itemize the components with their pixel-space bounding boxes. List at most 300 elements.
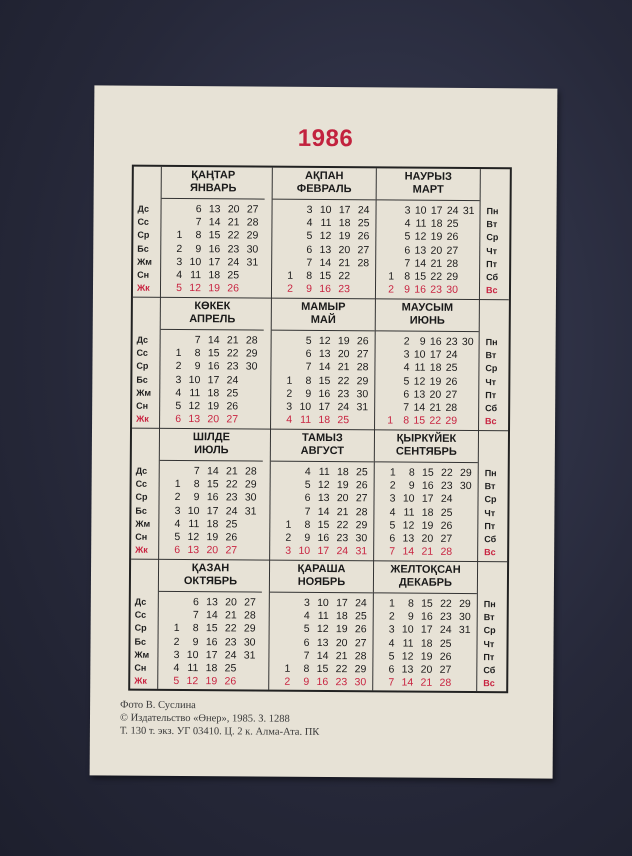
day-number: 13 xyxy=(206,596,218,609)
day-number: 11 xyxy=(403,506,415,519)
day-number: 25 xyxy=(439,637,452,650)
day-number: 23 xyxy=(336,532,349,545)
month-name-russian: АВГУСТ xyxy=(300,444,345,458)
day-number: 12 xyxy=(318,334,331,348)
day-number: 27 xyxy=(446,244,459,257)
month-block xyxy=(375,299,479,431)
day-column xyxy=(351,335,369,427)
day-number: 11 xyxy=(320,217,332,230)
day-number: 28 xyxy=(243,609,256,622)
weekday-label: Ср xyxy=(483,625,496,636)
weekday-label: Жм xyxy=(135,518,151,529)
day-number: 19 xyxy=(206,531,219,544)
day-number: 12 xyxy=(316,623,329,636)
day-number: 5 xyxy=(176,282,183,295)
day-number: 13 xyxy=(319,243,332,256)
day-number: 7 xyxy=(306,256,313,269)
day-number: 29 xyxy=(245,347,258,360)
day-column xyxy=(203,203,221,295)
credits xyxy=(120,699,320,739)
day-number: 27 xyxy=(244,596,256,609)
day-number: 10 xyxy=(414,204,427,217)
day-number: 13 xyxy=(414,244,427,257)
day-number: 27 xyxy=(226,413,239,426)
weekday-label: Ср xyxy=(136,361,149,372)
day-number xyxy=(379,349,393,362)
day-number: 13 xyxy=(413,388,426,401)
day-number: 8 xyxy=(192,622,199,635)
day-number: 23 xyxy=(337,387,350,400)
day-number: 19 xyxy=(205,675,218,688)
month-block xyxy=(158,560,262,692)
day-number: 26 xyxy=(225,531,238,544)
weekday-label: Ср xyxy=(485,363,498,374)
day-column xyxy=(459,336,474,428)
day-number: 20 xyxy=(421,532,434,545)
day-number: 18 xyxy=(430,217,443,231)
day-number: 28 xyxy=(439,676,452,690)
day-number: 3 xyxy=(404,204,411,217)
month-block xyxy=(373,561,477,693)
day-number: 26 xyxy=(355,479,368,492)
day-number: 26 xyxy=(446,231,459,244)
day-number: 20 xyxy=(429,388,442,401)
day-number: 17 xyxy=(208,255,221,269)
day-number: 10 xyxy=(189,255,202,268)
day-number xyxy=(164,465,181,478)
month-block xyxy=(161,167,265,299)
day-number: 14 xyxy=(413,401,426,414)
weekday-label: Бс xyxy=(137,243,149,254)
weekday-labels-left xyxy=(135,465,150,557)
day-number: 8 xyxy=(408,466,415,479)
day-number: 16 xyxy=(318,387,331,400)
day-number: 20 xyxy=(206,544,219,557)
day-number: 8 xyxy=(303,662,310,675)
day-number: 18 xyxy=(421,506,434,519)
month-header xyxy=(160,431,263,462)
month-name-russian: ИЮНЬ xyxy=(409,314,445,327)
month-header xyxy=(162,169,265,200)
day-number: 24 xyxy=(446,204,459,217)
day-column xyxy=(350,466,368,558)
month-name-russian: АПРЕЛЬ xyxy=(189,313,236,326)
weekday-labels-right xyxy=(486,205,499,297)
day-number: 31 xyxy=(462,204,475,218)
day-number: 24 xyxy=(227,256,240,269)
day-number: 7 xyxy=(403,401,410,414)
day-number: 2 xyxy=(287,282,294,295)
day-number: 22 xyxy=(226,347,239,360)
day-column xyxy=(292,597,310,689)
day-number: 24 xyxy=(336,545,349,558)
day-number: 13 xyxy=(188,413,201,426)
day-number: 29 xyxy=(243,622,256,635)
month-block xyxy=(272,168,376,300)
day-number xyxy=(380,257,394,270)
day-number: 26 xyxy=(445,375,458,388)
day-number: 12 xyxy=(189,282,202,295)
day-number: 18 xyxy=(207,386,220,400)
day-number: 9 xyxy=(419,335,426,348)
weekday-label: Пт xyxy=(485,389,497,400)
day-number: 21 xyxy=(335,649,348,662)
day-number: 9 xyxy=(305,387,312,400)
day-number: 7 xyxy=(305,361,312,374)
day-number: 30 xyxy=(245,360,258,373)
day-column xyxy=(435,467,453,559)
day-number: 25 xyxy=(354,610,367,623)
day-number: 13 xyxy=(187,544,200,557)
day-number: 24 xyxy=(440,493,453,506)
day-number: 21 xyxy=(227,216,240,229)
day-number: 19 xyxy=(337,335,350,348)
day-number: 20 xyxy=(338,243,351,256)
day-number: 6 xyxy=(303,636,310,649)
weekday-label: Сб xyxy=(485,403,498,414)
day-number: 15 xyxy=(316,662,329,675)
day-number: 1 xyxy=(287,269,294,282)
day-column xyxy=(200,596,218,688)
weekday-label: Сб xyxy=(484,534,497,545)
day-column xyxy=(330,597,348,689)
day-number: 5 xyxy=(173,675,180,688)
day-number: 9 xyxy=(404,283,411,296)
day-number: 19 xyxy=(430,231,443,244)
day-number: 14 xyxy=(205,609,218,622)
day-number: 21 xyxy=(429,401,442,414)
day-number: 17 xyxy=(206,504,219,517)
day-column xyxy=(397,467,415,559)
day-number: 15 xyxy=(317,518,330,531)
day-number: 30 xyxy=(459,480,472,493)
day-number: 28 xyxy=(445,401,458,414)
day-number: 7 xyxy=(304,505,311,518)
weekday-label: Пн xyxy=(486,206,499,217)
day-number xyxy=(352,283,369,296)
day-number xyxy=(274,623,291,636)
month-block xyxy=(271,299,375,431)
day-number: 1 xyxy=(388,597,395,610)
month-block xyxy=(270,430,374,562)
day-number: 3 xyxy=(306,203,313,216)
day-number: 19 xyxy=(420,650,433,663)
day-number: 15 xyxy=(206,478,219,491)
day-number: 10 xyxy=(319,203,332,217)
day-number: 5 xyxy=(389,519,396,532)
day-number: 13 xyxy=(317,492,330,505)
day-number xyxy=(239,545,256,558)
day-number: 18 xyxy=(206,517,219,531)
day-number: 21 xyxy=(226,334,239,347)
day-number xyxy=(239,518,256,531)
day-number: 12 xyxy=(187,530,200,544)
weekday-label: Вс xyxy=(485,285,498,296)
day-number: 20 xyxy=(225,596,237,609)
day-number: 8 xyxy=(403,414,410,427)
weekday-label: Чт xyxy=(486,245,498,256)
day-number xyxy=(379,388,393,401)
day-number: 28 xyxy=(246,216,259,229)
day-column xyxy=(274,466,292,558)
day-number: 24 xyxy=(225,504,238,517)
weekday-label: Жк xyxy=(134,675,147,686)
weekday-label: Пн xyxy=(484,468,497,479)
day-number: 9 xyxy=(193,491,200,504)
day-number xyxy=(274,505,291,518)
day-number: 26 xyxy=(224,675,237,688)
month-name-kazakh: ШІЛДЕ xyxy=(192,431,231,444)
day-number: 22 xyxy=(225,478,238,491)
day-number: 4 xyxy=(173,661,180,674)
day-number: 16 xyxy=(316,676,329,689)
day-number: 9 xyxy=(303,675,310,689)
day-number: 9 xyxy=(194,360,201,373)
day-column xyxy=(219,596,237,688)
day-number: 8 xyxy=(404,270,411,283)
weekday-label: Сс xyxy=(137,216,149,227)
weekday-label: Дс xyxy=(136,334,149,345)
day-number: 7 xyxy=(388,676,395,689)
day-number: 29 xyxy=(246,229,259,242)
weekday-label: Сн xyxy=(135,531,148,542)
month-name-kazakh: НАУРЫЗ xyxy=(404,170,452,183)
day-number: 4 xyxy=(303,610,310,623)
day-number: 3 xyxy=(173,648,180,661)
day-number: 26 xyxy=(227,282,240,295)
day-number: 29 xyxy=(459,597,471,611)
day-number: 13 xyxy=(316,636,329,649)
day-number: 6 xyxy=(174,544,181,557)
day-number: 5 xyxy=(306,230,313,243)
day-number: 4 xyxy=(176,268,183,281)
day-number: 8 xyxy=(194,347,201,360)
day-number: 3 xyxy=(174,504,181,517)
day-number: 23 xyxy=(439,611,452,624)
day-number: 2 xyxy=(403,335,410,348)
month-name-russian: МАЙ xyxy=(310,313,336,327)
day-number: 5 xyxy=(403,375,410,388)
day-number xyxy=(240,374,257,387)
day-number: 29 xyxy=(446,270,459,283)
day-number: 29 xyxy=(355,518,368,532)
day-column xyxy=(454,467,472,559)
day-number: 30 xyxy=(446,283,459,297)
day-number: 22 xyxy=(429,414,442,427)
day-number xyxy=(453,651,470,664)
day-number: 3 xyxy=(286,400,293,413)
day-column xyxy=(412,205,427,297)
month-name-kazakh: МАМЫР xyxy=(301,300,346,314)
day-column xyxy=(314,204,332,296)
day-number xyxy=(460,231,474,244)
day-number xyxy=(453,664,470,677)
day-number: 31 xyxy=(244,505,257,518)
day-number: 27 xyxy=(225,544,238,557)
calendar-grid xyxy=(128,165,512,694)
day-number: 31 xyxy=(356,401,369,414)
day-number: 15 xyxy=(413,414,426,427)
day-column xyxy=(416,467,434,559)
photo-credit: Фото В. Суслина xyxy=(120,699,196,712)
day-number: 21 xyxy=(430,257,443,270)
day-number: 14 xyxy=(319,256,332,269)
day-number: 3 xyxy=(175,373,182,386)
weekday-labels-right xyxy=(483,598,496,690)
day-number xyxy=(240,400,257,413)
day-number: 11 xyxy=(190,269,202,282)
month-name-kazakh: ТАМЫЗ xyxy=(302,431,343,445)
day-number: 28 xyxy=(356,361,369,374)
day-number: 18 xyxy=(429,362,442,375)
day-number: 4 xyxy=(388,637,395,650)
day-column xyxy=(312,466,330,558)
day-column xyxy=(453,598,471,690)
day-number xyxy=(380,335,394,348)
day-number: 11 xyxy=(189,386,201,399)
day-number: 21 xyxy=(420,676,433,689)
day-number: 3 xyxy=(389,492,396,505)
day-number: 26 xyxy=(354,623,367,636)
day-number: 3 xyxy=(285,544,292,557)
day-column xyxy=(295,204,313,296)
day-number: 6 xyxy=(403,388,410,401)
day-number: 3 xyxy=(176,255,183,268)
month-name-kazakh: ҚАРАША xyxy=(297,562,346,576)
day-number: 9 xyxy=(306,283,313,296)
day-number: 4 xyxy=(404,217,411,230)
weekday-label: Сн xyxy=(137,269,150,280)
day-column xyxy=(311,597,329,689)
day-column xyxy=(275,335,293,427)
day-column xyxy=(276,204,294,296)
day-number xyxy=(459,362,473,375)
month-header xyxy=(377,170,480,201)
day-number: 14 xyxy=(401,676,414,689)
day-number: 18 xyxy=(338,217,351,230)
month-name-kazakh: МАУСЫМ xyxy=(401,301,454,314)
month-name-russian: ЯНВАРЬ xyxy=(189,182,237,195)
day-number: 1 xyxy=(176,229,183,242)
weekday-label: Чт xyxy=(485,376,497,387)
day-number: 23 xyxy=(224,635,237,648)
day-number: 2 xyxy=(285,531,292,544)
day-column xyxy=(165,203,183,295)
day-column xyxy=(181,596,199,688)
day-number: 6 xyxy=(192,596,199,609)
day-number xyxy=(460,258,474,271)
day-number: 22 xyxy=(224,622,237,635)
day-number: 31 xyxy=(243,649,256,662)
day-number xyxy=(459,376,473,389)
day-number: 10 xyxy=(299,400,312,413)
day-column xyxy=(411,336,426,428)
day-number: 6 xyxy=(388,663,395,676)
day-number: 4 xyxy=(174,517,181,530)
day-number xyxy=(276,230,293,243)
weekday-label: Жк xyxy=(135,544,148,555)
day-column xyxy=(313,335,331,427)
day-number: 22 xyxy=(430,270,443,283)
day-number: 4 xyxy=(175,386,182,399)
day-number: 4 xyxy=(286,413,293,426)
day-number: 16 xyxy=(208,242,221,255)
day-number: 25 xyxy=(445,362,458,375)
day-number xyxy=(351,414,368,427)
day-number: 24 xyxy=(445,349,458,362)
day-column xyxy=(395,336,410,428)
day-number: 26 xyxy=(226,400,239,413)
month-header xyxy=(375,432,478,463)
day-number: 20 xyxy=(430,244,443,257)
day-number: 23 xyxy=(225,491,238,504)
day-number: 30 xyxy=(244,491,257,504)
day-number: 25 xyxy=(446,218,459,231)
weekday-label: Бс xyxy=(135,505,147,516)
weekday-label: Вт xyxy=(483,612,495,623)
day-column xyxy=(460,205,475,297)
day-number: 6 xyxy=(305,348,312,361)
month-block xyxy=(376,168,480,300)
day-number xyxy=(380,218,394,231)
day-number: 12 xyxy=(414,231,427,244)
day-column xyxy=(182,465,200,557)
month-name-russian: ИЮЛЬ xyxy=(194,444,229,457)
day-number: 27 xyxy=(439,663,452,676)
weekday-label: Пт xyxy=(486,258,498,269)
day-column xyxy=(349,597,367,689)
quarter-row xyxy=(131,429,508,563)
day-number: 2 xyxy=(388,283,395,296)
weekday-label: Жм xyxy=(134,649,150,660)
day-number: 29 xyxy=(445,414,458,428)
day-number: 17 xyxy=(318,400,331,413)
day-number xyxy=(241,283,258,296)
day-number: 17 xyxy=(205,648,218,662)
day-number xyxy=(276,335,293,348)
day-number: 25 xyxy=(224,662,237,675)
day-number: 1 xyxy=(389,466,396,479)
day-number: 13 xyxy=(318,348,331,361)
weekday-label: Вт xyxy=(484,481,496,492)
day-number xyxy=(275,348,292,361)
day-column xyxy=(396,598,414,690)
pocket-calendar-card xyxy=(90,85,558,778)
day-number xyxy=(379,401,393,414)
day-column xyxy=(427,336,442,428)
day-number: 12 xyxy=(319,230,332,243)
day-number: 17 xyxy=(421,493,434,506)
day-number: 15 xyxy=(205,622,218,635)
day-number: 2 xyxy=(175,360,182,373)
day-number xyxy=(380,204,394,217)
day-number: 11 xyxy=(414,362,426,375)
day-number: 15 xyxy=(319,269,332,282)
month-name-russian: СЕНТЯБРЬ xyxy=(395,445,457,458)
day-number: 16 xyxy=(429,335,442,348)
day-number: 19 xyxy=(429,375,442,388)
quarter-row xyxy=(133,167,510,301)
day-number xyxy=(276,243,293,256)
month-name-russian: ОКТЯБРЬ xyxy=(183,575,238,588)
day-number: 31 xyxy=(246,256,259,269)
day-column xyxy=(434,598,452,690)
day-number xyxy=(460,271,474,284)
month-block xyxy=(160,298,264,430)
day-number: 5 xyxy=(304,479,311,492)
day-number: 8 xyxy=(305,374,312,387)
day-column xyxy=(183,334,201,426)
